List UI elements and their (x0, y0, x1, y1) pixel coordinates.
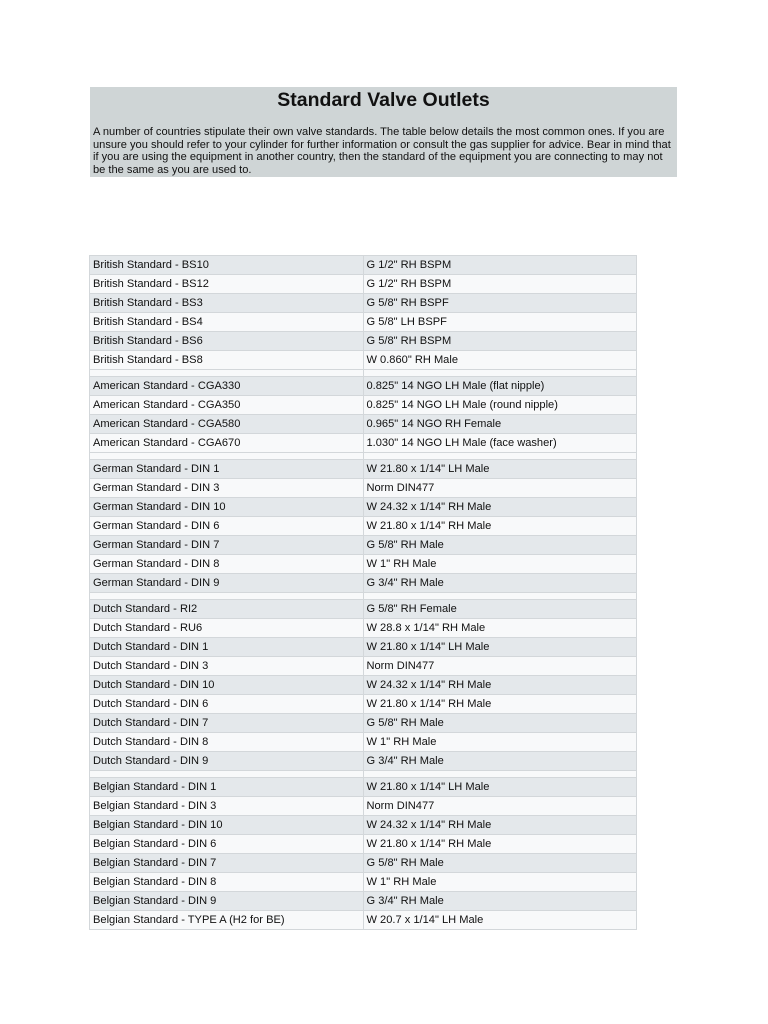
table-row (90, 911, 637, 930)
thread-cell: G 1/2" RH BSPM (363, 275, 637, 294)
separator-cell (363, 453, 637, 460)
standard-cell: British Standard - BS10 (90, 256, 364, 275)
valve-table-body (90, 256, 637, 930)
standard-cell: Belgian Standard - DIN 1 (90, 778, 364, 797)
standard-cell: Dutch Standard - RU6 (90, 619, 364, 638)
standard-cell: Belgian Standard - DIN 7 (90, 854, 364, 873)
standard-cell: German Standard - DIN 3 (90, 479, 364, 498)
thread-cell: G 5/8" RH Male (363, 536, 637, 555)
thread-cell: 1.030" 14 NGO LH Male (face washer) (363, 434, 637, 453)
separator-cell (363, 771, 637, 778)
standard-cell: American Standard - CGA330 (90, 377, 364, 396)
standard-cell: German Standard - DIN 8 (90, 555, 364, 574)
standard-cell: Dutch Standard - DIN 10 (90, 676, 364, 695)
standard-cell: German Standard - DIN 9 (90, 574, 364, 593)
table-row (90, 892, 637, 911)
thread-cell: W 24.32 x 1/14" RH Male (363, 676, 637, 695)
thread-cell: G 3/4" RH Male (363, 574, 637, 593)
standard-cell: Dutch Standard - RI2 (90, 600, 364, 619)
separator-cell (363, 593, 637, 600)
standard-cell: American Standard - CGA670 (90, 434, 364, 453)
standard-cell: Belgian Standard - DIN 9 (90, 892, 364, 911)
standard-cell: British Standard - BS6 (90, 332, 364, 351)
table-row (90, 415, 637, 434)
thread-cell: W 0.860" RH Male (363, 351, 637, 370)
intro-paragraph: A number of countries stipulate their own valve standards. The table below details the most common ones. If you are unsure you should refer to your cylinder for further information or consult the gas supplier for advice. Bear in mind that if you are using the equipment in another country, then the standard of the equipment you are connecting to may not be the same as you are used to. (93, 126, 671, 176)
standard-cell: Dutch Standard - DIN 6 (90, 695, 364, 714)
group-separator (90, 593, 637, 600)
table-row (90, 574, 637, 593)
group-separator (90, 453, 637, 460)
separator-cell (363, 370, 637, 377)
table-row (90, 733, 637, 752)
table-row (90, 256, 637, 275)
standard-cell: Belgian Standard - DIN 8 (90, 873, 364, 892)
thread-cell: G 5/8" RH Male (363, 854, 637, 873)
standard-cell: Dutch Standard - DIN 3 (90, 657, 364, 676)
standard-cell: British Standard - BS4 (90, 313, 364, 332)
separator-cell (90, 453, 364, 460)
standard-cell: Belgian Standard - DIN 6 (90, 835, 364, 854)
thread-cell: W 1" RH Male (363, 873, 637, 892)
table-row (90, 638, 637, 657)
thread-cell: G 5/8" RH Male (363, 714, 637, 733)
table-row (90, 555, 637, 574)
separator-cell (90, 771, 364, 778)
table-row (90, 835, 637, 854)
table-row (90, 676, 637, 695)
table-row (90, 600, 637, 619)
table-row (90, 313, 637, 332)
thread-cell: Norm DIN477 (363, 479, 637, 498)
thread-cell: G 5/8" LH BSPF (363, 313, 637, 332)
standard-cell: German Standard - DIN 7 (90, 536, 364, 555)
table-row (90, 434, 637, 453)
thread-cell: W 21.80 x 1/14" LH Male (363, 460, 637, 479)
group-separator (90, 771, 637, 778)
group-separator (90, 370, 637, 377)
thread-cell: G 3/4" RH Male (363, 752, 637, 771)
table-row (90, 460, 637, 479)
table-row (90, 619, 637, 638)
table-row (90, 275, 637, 294)
table-row (90, 332, 637, 351)
thread-cell: W 21.80 x 1/14" RH Male (363, 695, 637, 714)
standard-cell: British Standard - BS12 (90, 275, 364, 294)
thread-cell: W 24.32 x 1/14" RH Male (363, 816, 637, 835)
thread-cell: G 1/2" RH BSPM (363, 256, 637, 275)
thread-cell: G 3/4" RH Male (363, 892, 637, 911)
thread-cell: W 20.7 x 1/14" LH Male (363, 911, 637, 930)
page-title: Standard Valve Outlets (277, 89, 490, 111)
valve-outlets-table (89, 255, 637, 930)
table-row (90, 816, 637, 835)
thread-cell: Norm DIN477 (363, 797, 637, 816)
table-row (90, 479, 637, 498)
thread-cell: W 21.80 x 1/14" LH Male (363, 638, 637, 657)
separator-cell (90, 370, 364, 377)
standard-cell: German Standard - DIN 10 (90, 498, 364, 517)
standard-cell: German Standard - DIN 6 (90, 517, 364, 536)
thread-cell: Norm DIN477 (363, 657, 637, 676)
standard-cell: Belgian Standard - TYPE A (H2 for BE) (90, 911, 364, 930)
thread-cell: W 21.80 x 1/14" RH Male (363, 835, 637, 854)
standard-cell: German Standard - DIN 1 (90, 460, 364, 479)
thread-cell: W 1" RH Male (363, 733, 637, 752)
standard-cell: Dutch Standard - DIN 9 (90, 752, 364, 771)
table-row (90, 854, 637, 873)
table-row (90, 797, 637, 816)
thread-cell: 0.825" 14 NGO LH Male (flat nipple) (363, 377, 637, 396)
table-row (90, 351, 637, 370)
separator-cell (90, 593, 364, 600)
table-row (90, 778, 637, 797)
standard-cell: Dutch Standard - DIN 1 (90, 638, 364, 657)
header-box (90, 87, 677, 177)
thread-cell: 0.825" 14 NGO LH Male (round nipple) (363, 396, 637, 415)
thread-cell: W 1" RH Male (363, 555, 637, 574)
thread-cell: W 28.8 x 1/14" RH Male (363, 619, 637, 638)
table-row (90, 657, 637, 676)
table-row (90, 377, 637, 396)
standard-cell: Dutch Standard - DIN 8 (90, 733, 364, 752)
table-row (90, 714, 637, 733)
thread-cell: G 5/8" RH Female (363, 600, 637, 619)
table-row (90, 294, 637, 313)
table-row (90, 517, 637, 536)
table-row (90, 396, 637, 415)
table-row (90, 752, 637, 771)
thread-cell: W 21.80 x 1/14" LH Male (363, 778, 637, 797)
standard-cell: British Standard - BS8 (90, 351, 364, 370)
standard-cell: Dutch Standard - DIN 7 (90, 714, 364, 733)
thread-cell: G 5/8" RH BSPM (363, 332, 637, 351)
thread-cell: G 5/8" RH BSPF (363, 294, 637, 313)
standard-cell: British Standard - BS3 (90, 294, 364, 313)
table-row (90, 498, 637, 517)
standard-cell: Belgian Standard - DIN 10 (90, 816, 364, 835)
thread-cell: W 24.32 x 1/14" RH Male (363, 498, 637, 517)
thread-cell: 0.965" 14 NGO RH Female (363, 415, 637, 434)
thread-cell: W 21.80 x 1/14" RH Male (363, 517, 637, 536)
table-row (90, 536, 637, 555)
standard-cell: American Standard - CGA580 (90, 415, 364, 434)
table-row (90, 695, 637, 714)
standard-cell: Belgian Standard - DIN 3 (90, 797, 364, 816)
standard-cell: American Standard - CGA350 (90, 396, 364, 415)
table-row (90, 873, 637, 892)
